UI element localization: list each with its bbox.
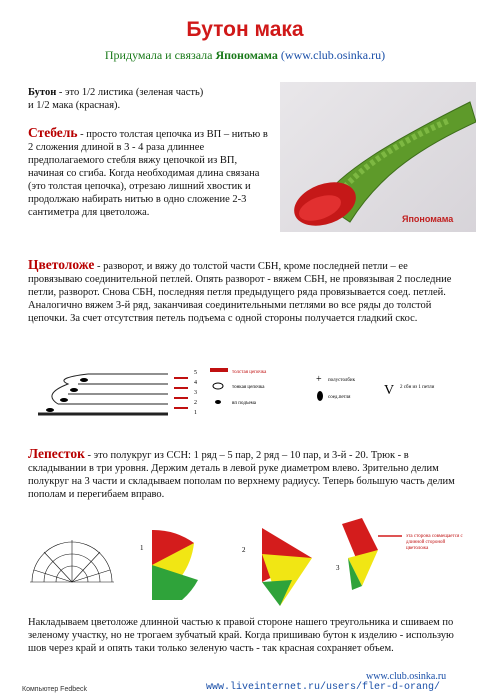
intro [28, 86, 268, 112]
legend-thick: толстая цепочка [232, 370, 267, 375]
receptacle-paragraph [28, 258, 460, 325]
receptacle-chart [28, 364, 448, 420]
half-stitch-icon: + [316, 374, 322, 385]
legend-thin: тонкая цепочка [232, 385, 265, 390]
intro-text: - это 1/2 листика (зеленая часть) [56, 87, 204, 98]
legend-join: соед.петля [328, 395, 351, 400]
legend-two: 2 сбн из 1 петли [400, 385, 435, 390]
bud-photo-illustration [280, 82, 476, 232]
subtitle-pre: Придумала и связала [104, 48, 216, 62]
receptacle-chart-svg [28, 364, 448, 420]
two-sc-icon: V [384, 383, 395, 398]
row-label-3: 3 [194, 390, 197, 396]
petal-diagram-svg [22, 510, 462, 610]
row-label-1: 1 [194, 410, 197, 416]
petal-diagram [22, 510, 462, 610]
fold-step-3: 3 [336, 564, 340, 572]
fold-step-2: 2 [242, 546, 246, 554]
stem-text: - просто толстая цепочка из ВП – нитью в 2 сложения длиной в 3 - 4 раза длиннее предполагаемого стебля вяжу цепочкой из ВП, начиная со сгиба. Когда необходимая длина связана (это толстая цепочка), отрезаю лишний хвостик и продолжаю набирать нитью в одно сложение 2-3 сантиметра для цветоложа. [28, 129, 268, 218]
author: Япономама [215, 48, 278, 62]
fold-step-1: 1 [140, 544, 144, 552]
fold-note: эта сторона совмещается с длинной стороной цветоложа [406, 534, 463, 551]
final-paragraph: Накладываем цветоложе длинной частью к правой стороне нашего треугольника и сшиваем по зеленому участку, но не трогаем зубчатый край. Когда пришиваю бутон к изделию - использую шов через край и опять таки только зеленую часть - так красная сохраняет объем. [28, 617, 454, 654]
intro-lead: Бутон [28, 87, 57, 98]
row-label-5: 5 [194, 370, 197, 376]
bud-photo [280, 82, 476, 232]
photo-signature: Япономама [402, 214, 454, 224]
petal-heading: Лепесток [28, 446, 85, 461]
subtitle-url[interactable]: (www.club.osinka.ru) [280, 48, 386, 62]
page-title: Бутон мака [186, 18, 304, 41]
receptacle-text: - разворот, и вяжу до толстой части СБН, кроме последней петли – ее провязываю соединительной петлей. Опять разворот - вяжем СБН, не провязывая 2 последние петли, разворот. Снова СБН, последняя петля предыдущего ряда провязывается соед. петлей. Аналогично вяжем 3-й ряд, заканчивая соединительными петлями во все ряды до толстой цепочки. За счет отсутствия петель подъема с одной стороны получается гладкий скос. [28, 261, 452, 324]
petal-text: - это полукруг из ССН: 1 ряд – 5 пар, 2 ряд – 10 пар, и 3-й - 20. Трюк - в складывании в три уровня. Держим деталь в левой руке диаметром влево. Зрительно делим полукруг на 3 части и складываем пополам по верхнему радиусу. Теперь большую часть делим пополам и перегибаем вправо. [28, 450, 455, 500]
stem-paragraph [28, 126, 274, 219]
subtitle [0, 48, 490, 63]
petal-paragraph [28, 447, 462, 501]
intro-line2: и 1/2 мака (красная). [28, 100, 121, 111]
footer-site-link[interactable]: www.club.osinka.ru [366, 671, 447, 682]
footer-url[interactable]: www.liveinternet.ru/users/fler-d-orang/ [206, 682, 441, 693]
legend-lift: вп подъема [232, 401, 257, 406]
stem-heading: Стебель [28, 125, 78, 140]
footer-left: Компьютер Fedbeck [22, 686, 88, 693]
row-label-2: 2 [194, 400, 197, 406]
receptacle-heading: Цветоложе [28, 257, 95, 272]
row-label-4: 4 [194, 380, 197, 386]
legend-half: полустолбик [328, 378, 356, 383]
